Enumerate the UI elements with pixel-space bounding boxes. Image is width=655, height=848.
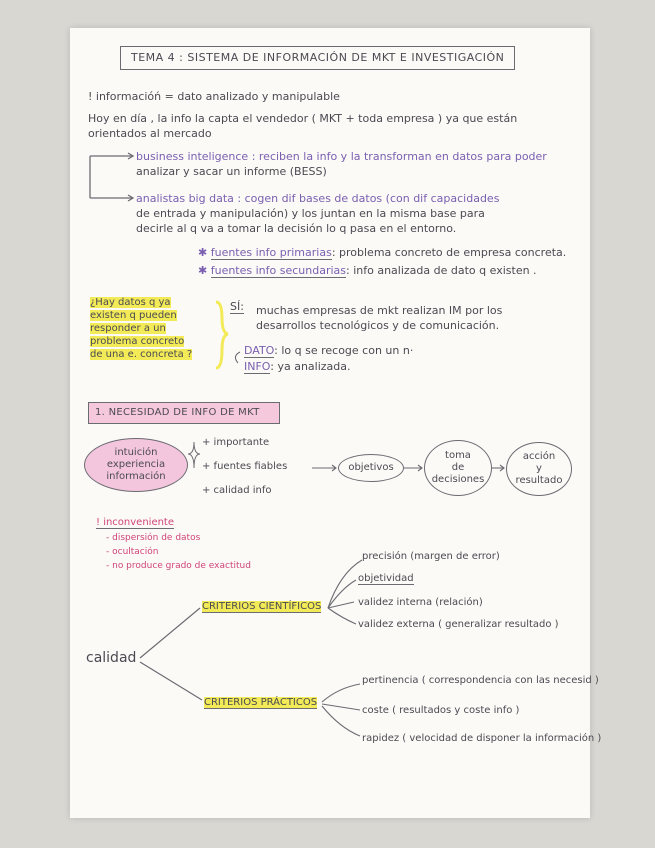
calidad-label: calidad	[86, 650, 137, 666]
answer-si: SÍ:	[230, 300, 244, 313]
fuentes-secundarias: ✱ fuentes info secundarias: info analizada de dato q existen .	[198, 264, 537, 277]
practico-item-2: coste ( resultados y coste info )	[362, 705, 520, 716]
flow-item-1: + importante	[202, 437, 270, 448]
inconveniente-item-1: - dispersión de datos	[106, 533, 201, 543]
bigdata-line-1: analistas big data : cogen dif bases de datos (con dif capacidades	[136, 192, 500, 205]
intuition-ellipse: intuición experiencia información	[84, 438, 188, 492]
question-note: ¿Hay datos q ya existen q pueden responder a un problema concreto de una e. concreta ?	[90, 297, 193, 360]
inconveniente-item-2: - ocultación	[106, 547, 159, 557]
bigdata-line-2: de entrada y manipulación) y los juntan en la misma base para	[136, 207, 485, 220]
accion-ellipse: acción y resultado	[506, 442, 572, 496]
practico-item-3: rapidez ( velocidad de disponer la información )	[362, 733, 602, 744]
page-title: TEMA 4 : SISTEMA DE INFORMACIÓN DE MKT E INVESTIGACIÓN	[120, 46, 515, 70]
criterios-cientificos-label: CRITERIOS CIENTÍFICOS	[202, 601, 322, 612]
bullet-icon: ✱	[198, 246, 211, 259]
definition-line: ! informacióń = dato analizado y manipulable	[88, 90, 340, 103]
answer-line-1: muchas empresas de mkt realizan IM por los	[256, 304, 503, 317]
bigdata-line-3: decirle al q va a tomar la decisión lo q pasa en el entorno.	[136, 222, 457, 235]
intro-line-1: Hoy en día , la info la capta el vendedor ( MKT + toda empresa ) ya que están	[88, 112, 518, 125]
decisiones-ellipse: toma de decisiones	[424, 440, 492, 496]
bullet-icon: ✱	[198, 264, 211, 277]
answer-line-2: desarrollos tecnológicos y de comunicación.	[256, 319, 500, 332]
cientifico-item-2: objetividad	[358, 573, 414, 584]
practico-item-1: pertinencia ( correspondencia con las necesid )	[362, 675, 599, 686]
flow-item-2: + fuentes fiables	[202, 461, 288, 472]
cientifico-item-1: precisión (margen de error)	[362, 551, 500, 562]
business-line-2: analizar y sacar un informe (BESS)	[136, 165, 327, 178]
info-line: INFO: ya analizada.	[244, 360, 351, 373]
flow-item-3: + calidad info	[202, 485, 272, 496]
inconveniente-item-3: - no produce grado de exactitud	[106, 561, 251, 571]
intro-line-2: orientados al mercado	[88, 127, 212, 140]
fuentes-primarias: ✱ fuentes info primarias: problema concreto de empresa concreta.	[198, 246, 567, 259]
inconveniente-label: ! inconveniente	[96, 517, 175, 528]
business-line-1: business inteligence : reciben la info y la transforman en datos para poder	[136, 150, 547, 163]
cientifico-item-4: validez externa ( generalizar resultado )	[358, 619, 559, 630]
section-heading: 1. NECESIDAD DE INFO DE MKT	[88, 402, 280, 424]
criterios-practicos-label: CRITERIOS PRÁCTICOS	[204, 697, 318, 708]
notebook-page	[70, 28, 602, 818]
cientifico-item-3: validez interna (relación)	[358, 597, 483, 608]
dato-line: DATO: lo q se recoge con un n·	[244, 344, 414, 357]
objetivos-ellipse: objetivos	[338, 454, 404, 482]
